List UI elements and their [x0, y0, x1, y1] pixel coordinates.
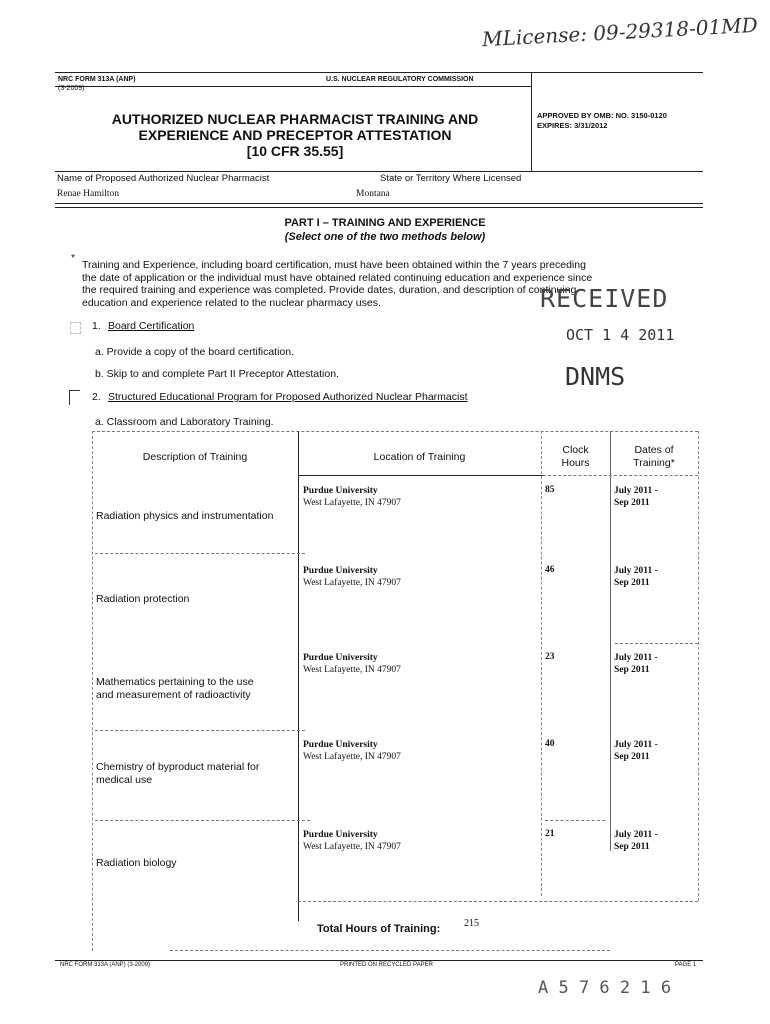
part1-subtitle: (Select one of the two methods below) [284, 231, 486, 243]
row-dates[interactable] [614, 565, 658, 589]
row-hours[interactable]: 40 [545, 739, 555, 749]
row-hours[interactable]: 46 [545, 565, 555, 575]
total-hours-label: Total Hours of Training: [317, 923, 441, 935]
row-description-line2: medical use [96, 774, 153, 786]
form-title-line3: [10 CFR 35.55] [246, 143, 344, 159]
option1-title: Board Certification [108, 320, 195, 332]
header-location: Location of Training [373, 451, 466, 463]
agency-name: U.S. NUCLEAR REGULATORY COMMISSION [326, 76, 474, 83]
row-description[interactable] [96, 593, 189, 605]
row-dates[interactable] [614, 652, 658, 676]
row-dates-line2: Sep 2011 [614, 665, 650, 675]
state-label: State or Territory Where Licensed [380, 173, 522, 184]
header-hours [541, 444, 610, 470]
row-description[interactable] [96, 510, 273, 522]
row-dates[interactable] [614, 485, 658, 509]
option2-title: Structured Educational Program for Proposed Authorized Nuclear Pharmacist [108, 391, 468, 403]
row-dates-line2: Sep 2011 [614, 498, 650, 508]
header-dates [610, 444, 698, 470]
row-dates-line1: July 2011 - [614, 653, 658, 663]
row-hours[interactable]: 85 [545, 485, 555, 495]
name-label: Name of Proposed Authorized Nuclear Pharmacist [57, 173, 270, 184]
row-dates-line2: Sep 2011 [614, 578, 650, 588]
footer-page: PAGE 1 [675, 962, 697, 968]
handwritten-license-number: MLicense: 09-29318-01MD [481, 12, 759, 52]
row-location-line2: West Lafayette, IN 47907 [303, 498, 401, 508]
row-location-line1: Purdue University [303, 653, 378, 663]
row-dates-line1: July 2011 - [614, 740, 658, 750]
row-location-line1: Purdue University [303, 566, 378, 576]
office-stamp: DNMS [565, 362, 626, 391]
form-title-line1: AUTHORIZED NUCLEAR PHARMACIST TRAINING AND [111, 111, 479, 127]
header-dates-line2: Training* [633, 457, 675, 469]
option2-checkbox[interactable] [69, 390, 80, 405]
row-location-line1: Purdue University [303, 486, 378, 496]
received-date-stamp: OCT 1 4 2011 [566, 326, 675, 344]
received-stamp: RECEIVED [540, 284, 669, 313]
header-dates-line1: Dates of [634, 444, 674, 456]
note-line1: Training and Experience, including board certification, must have been obtained within the 7 years preceding [82, 259, 586, 271]
header-description: Description of Training [142, 451, 248, 463]
form-date: (3-2009) [58, 85, 85, 92]
row-description[interactable] [96, 761, 259, 787]
header-hours-line1: Clock [562, 444, 589, 456]
row-dates-line1: July 2011 - [614, 830, 658, 840]
row-description-line1: Radiation protection [96, 593, 190, 605]
note-line3: the required training and experience was completed. Provide dates, duration, and description of continuing [82, 284, 577, 296]
option1-item-a: a. Provide a copy of the board certification. [95, 346, 295, 358]
row-location[interactable] [303, 565, 401, 589]
footer-recycled: PRINTED ON RECYCLED PAPER [340, 962, 433, 968]
form-title [80, 111, 510, 159]
row-dates[interactable] [614, 739, 658, 763]
row-dates-line2: Sep 2011 [614, 752, 650, 762]
option2-item-a: a. Classroom and Laboratory Training. [95, 416, 274, 428]
row-description[interactable] [96, 857, 177, 869]
row-description-line1: Chemistry of byproduct material for [96, 761, 260, 773]
option1-checkbox[interactable] [70, 322, 81, 334]
option2-number: 2. [92, 391, 101, 403]
omb-approval: APPROVED BY OMB: NO. 3150-0120 [537, 111, 667, 120]
row-hours[interactable]: 21 [545, 829, 555, 839]
footer-form-id: NRC FORM 313A (ANP) (3-2009) [60, 962, 151, 968]
form-title-line2: EXPERIENCE AND PRECEPTOR ATTESTATION [138, 127, 452, 143]
row-location-line2: West Lafayette, IN 47907 [303, 752, 401, 762]
row-dates[interactable] [614, 829, 658, 853]
document-number: A 5 7 6 2 1 6 [538, 978, 672, 998]
note-line2: the date of application or the individual must have obtained related continuing education and experience since [82, 271, 593, 284]
row-description-line1: Mathematics pertaining to the use [96, 676, 254, 688]
part1-title: PART I – TRAINING AND EXPERIENCE [284, 217, 486, 229]
row-location-line2: West Lafayette, IN 47907 [303, 842, 401, 852]
row-dates-line2: Sep 2011 [614, 842, 650, 852]
option1-number: 1. [92, 320, 101, 332]
row-description[interactable] [96, 676, 254, 702]
row-location-line1: Purdue University [303, 830, 378, 840]
note-asterisk: * [71, 252, 76, 264]
row-location-line2: West Lafayette, IN 47907 [303, 665, 401, 675]
option1-item-b: b. Skip to and complete Part II Preceptor Attestation. [95, 368, 339, 380]
name-value[interactable]: Renae Hamilton [57, 189, 119, 199]
row-location[interactable] [303, 829, 401, 853]
instruction-note [82, 259, 592, 309]
header-hours-line2: Hours [561, 457, 590, 469]
row-location-line1: Purdue University [303, 740, 378, 750]
row-description-line1: Radiation physics and instrumentation [96, 510, 274, 522]
row-location[interactable] [303, 739, 401, 763]
row-location-line2: West Lafayette, IN 47907 [303, 578, 401, 588]
state-value[interactable]: Montana [356, 189, 390, 199]
note-line4: education and experience related to the nuclear pharmacy uses. [82, 296, 381, 309]
form-id: NRC FORM 313A (ANP) [58, 76, 136, 83]
expiration-date: EXPIRES: 3/31/2012 [537, 121, 608, 130]
row-hours[interactable]: 23 [545, 652, 555, 662]
row-description-line2: and measurement of radioactivity [96, 689, 251, 701]
row-location[interactable] [303, 485, 401, 509]
row-description-line1: Radiation biology [96, 857, 177, 869]
total-hours-value[interactable]: 215 [464, 918, 479, 929]
row-dates-line1: July 2011 - [614, 486, 658, 496]
row-dates-line1: July 2011 - [614, 566, 658, 576]
row-location[interactable] [303, 652, 401, 676]
